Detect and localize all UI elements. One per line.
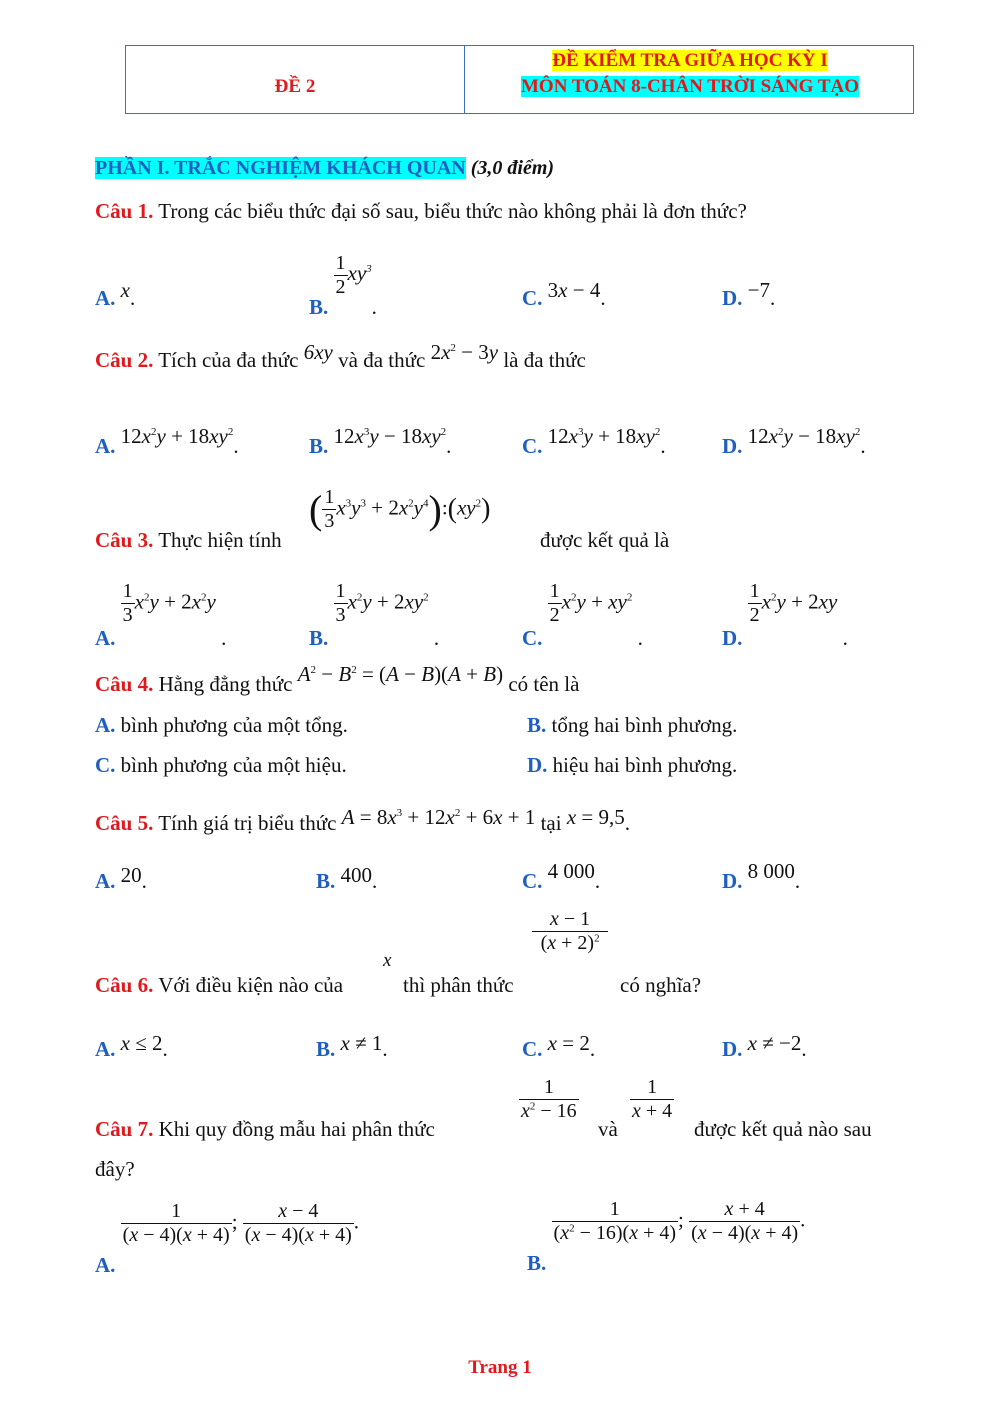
q4-option-d[interactable]: D. hiệu hai bình phương.: [527, 753, 738, 777]
q4-option-b[interactable]: B. tổng hai bình phương.: [527, 713, 738, 737]
page-footer: Trang 1: [468, 1357, 532, 1378]
q7-option-a[interactable]: A. $\frac{1}{(x - 4)(x + 4)}$ ; $\frac{x - 4}{(x - 4)(x + 4)}$ .: [95, 1200, 360, 1278]
q7-fraction-1: $\frac{1}{x^2 - 16}$: [521, 1076, 577, 1122]
exam-subject: MÔN TOÁN 8-CHÂN TRỜI SÁNG TẠO: [520, 76, 859, 97]
q6-option-d[interactable]: D. x ≠ −2.: [722, 1031, 807, 1061]
q6-option-b[interactable]: B. x ≠ 1.: [316, 1031, 388, 1061]
q2-option-b[interactable]: B. $12x^3y - 18xy^2$.: [309, 424, 452, 458]
q5-option-b[interactable]: B. 400.: [316, 863, 378, 893]
q5-option-c[interactable]: C. 4 000.: [522, 859, 601, 893]
q3-option-c[interactable]: C. $\frac{1}{2}$ $x^2y + xy^2$ .: [522, 580, 643, 651]
q1-option-a[interactable]: A. x.: [95, 278, 136, 310]
question-4: Câu 4. Hằng đẳng thức $A^2 - B^2 = (A - B)(A + B)$ có tên là: [95, 662, 580, 696]
exam-code: ĐỀ 2: [274, 76, 316, 97]
question-label: Câu 3.: [95, 528, 154, 552]
header-box: [125, 45, 914, 114]
q3-option-d[interactable]: D. $\frac{1}{2}$ $x^2y + 2xy$ .: [722, 580, 848, 651]
q6-option-a[interactable]: A. x ≤ 2.: [95, 1031, 168, 1061]
section-title: [95, 157, 554, 180]
question-label: Câu 6.: [95, 973, 154, 997]
exam-title: ĐỀ KIỂM TRA GIỮA HỌC KỲ I: [552, 50, 828, 71]
q6-variable: x: [383, 950, 392, 971]
q6-text-mid: thì phân thức: [403, 973, 514, 997]
question-label: Câu 2.: [95, 348, 154, 372]
q5-option-a[interactable]: A. 20.: [95, 863, 147, 893]
question-label: Câu 4.: [95, 672, 154, 696]
q3-option-b[interactable]: B. $\frac{1}{3}$ $x^2y + 2xy^2$ .: [309, 580, 440, 651]
q7-text-line2: đây?: [95, 1157, 135, 1181]
q1-option-d[interactable]: D. −7.: [722, 278, 776, 310]
question-7: Câu 7. Khi quy đồng mẫu hai phân thức: [95, 1117, 435, 1141]
q4-option-a[interactable]: A. bình phương của một tổng.: [95, 713, 348, 737]
q7-text-post: được kết quả nào sau: [694, 1117, 872, 1141]
question-2: Câu 2. Tích của đa thức 6xy và đa thức $2x^2 - 3y$ là đa thức: [95, 340, 586, 372]
question-label: Câu 1.: [95, 199, 154, 223]
q3-expression: ( $\frac{1}{3}$ $x^3y^3$ + $2x^2y^4):(xy^2)$: [309, 486, 491, 532]
question-label: Câu 7.: [95, 1117, 154, 1141]
q5-option-d[interactable]: D. 8 000.: [722, 859, 801, 893]
q6-fraction: $\frac{x - 1}{(x + 2)^2}$: [532, 908, 608, 955]
q3-option-a[interactable]: A. $\frac{1}{3}$ $x^2y + 2x^2y$ .: [95, 580, 227, 651]
question-1: [95, 199, 747, 224]
q4-option-c[interactable]: C. bình phương của một hiệu.: [95, 753, 347, 777]
q2-option-a[interactable]: A. $12x^2y + 18xy^2$.: [95, 424, 239, 458]
q7-fraction-2: $\frac{1}{x + 4}$: [632, 1076, 673, 1122]
q7-text-mid: và: [598, 1117, 618, 1141]
q6-text-post: có nghĩa?: [620, 973, 702, 997]
question-text: Trong các biểu thức đại số sau, biểu thức nào không phải là đơn thức?: [158, 199, 747, 223]
q1-option-b[interactable]: B. $\frac{1}{2}$ $xy^3$.: [309, 252, 377, 320]
q1-option-c[interactable]: C. 3x − 4.: [522, 278, 606, 310]
section-title-text: PHẦN I. TRẮC NGHIỆM KHÁCH QUAN: [95, 157, 466, 179]
question-5: Câu 5. Tính giá trị biểu thức $A = 8x^3 + 12x^2 + 6x + 1$ tại x = 9,5.: [95, 805, 631, 835]
question-3: Câu 3. Thực hiện tính: [95, 528, 282, 552]
section-points: (3,0 điểm): [470, 157, 555, 179]
question-6: Câu 6. Với điều kiện nào của: [95, 973, 344, 997]
q2-option-d[interactable]: D. $12x^2y - 18xy^2$.: [722, 424, 866, 458]
q6-option-c[interactable]: C. x = 2.: [522, 1031, 596, 1061]
q3-text-post: được kết quả là: [540, 528, 670, 552]
q7-option-b[interactable]: B. $\frac{1}{(x^2 - 16)(x + 4)}$ ; $\frac{x + 4}{(x - 4)(x + 4)}$ .: [527, 1198, 806, 1276]
question-label: Câu 5.: [95, 811, 154, 835]
q2-option-c[interactable]: C. $12x^3y + 18xy^2$.: [522, 424, 666, 458]
